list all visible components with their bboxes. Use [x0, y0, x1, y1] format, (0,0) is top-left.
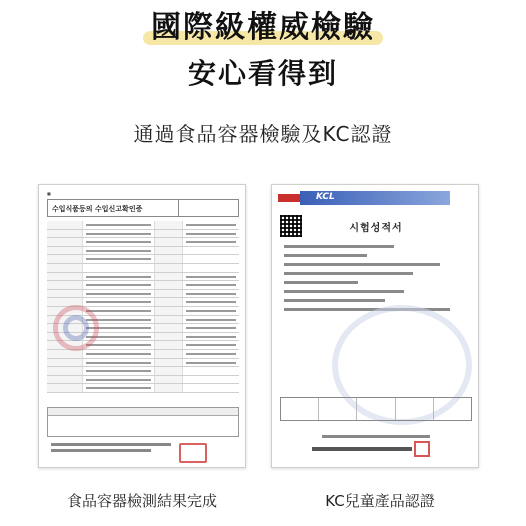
doc-title-box: [47, 199, 239, 217]
table-row: [47, 230, 239, 239]
doc-header-note: ■: [47, 191, 51, 196]
test-results-table: [47, 407, 239, 437]
table-row: [47, 367, 239, 376]
caption-kc-certification: KC兒童產品認證: [325, 492, 435, 510]
table-row: [47, 221, 239, 230]
table-row: [47, 384, 239, 393]
official-stamp: [414, 441, 430, 457]
table-row: [47, 255, 239, 264]
table-row: [47, 376, 239, 385]
certification-subtitle: 通過食品容器檢驗及KC認證: [133, 122, 393, 146]
kc-certification-document: [271, 184, 479, 468]
korea-emblem-inner: [63, 315, 89, 341]
header-red-mark: [278, 194, 302, 202]
signature-table: [280, 397, 472, 421]
doc-footnote: [51, 443, 171, 446]
kcl-logo: KCL: [316, 192, 335, 202]
main-title: 國際級權威檢驗: [151, 8, 375, 48]
issue-date-line: [322, 435, 430, 438]
caption-food-container-test: 食品容器檢測結果完成: [66, 492, 217, 510]
report-body: [284, 245, 468, 317]
table-row: [47, 281, 239, 290]
doc-title: 수입식품등의 수입신고확인증: [52, 205, 143, 213]
page-header: [0, 8, 526, 94]
table-row: [47, 350, 239, 359]
kcl-header-bar: [272, 191, 479, 205]
food-container-test-document: [38, 184, 246, 468]
table-row: [47, 359, 239, 368]
issuer-name-line: [312, 447, 412, 451]
table-row: [47, 273, 239, 282]
table-row: [47, 238, 239, 247]
table-row: [47, 290, 239, 299]
official-stamp: [179, 443, 207, 463]
sub-title: 安心看得到: [187, 57, 338, 90]
doc-number-box: [178, 200, 238, 216]
table-row: [47, 264, 239, 273]
doc-footnote-2: [51, 449, 151, 452]
table-row: [47, 247, 239, 256]
report-title: 시험성적서: [349, 223, 403, 234]
